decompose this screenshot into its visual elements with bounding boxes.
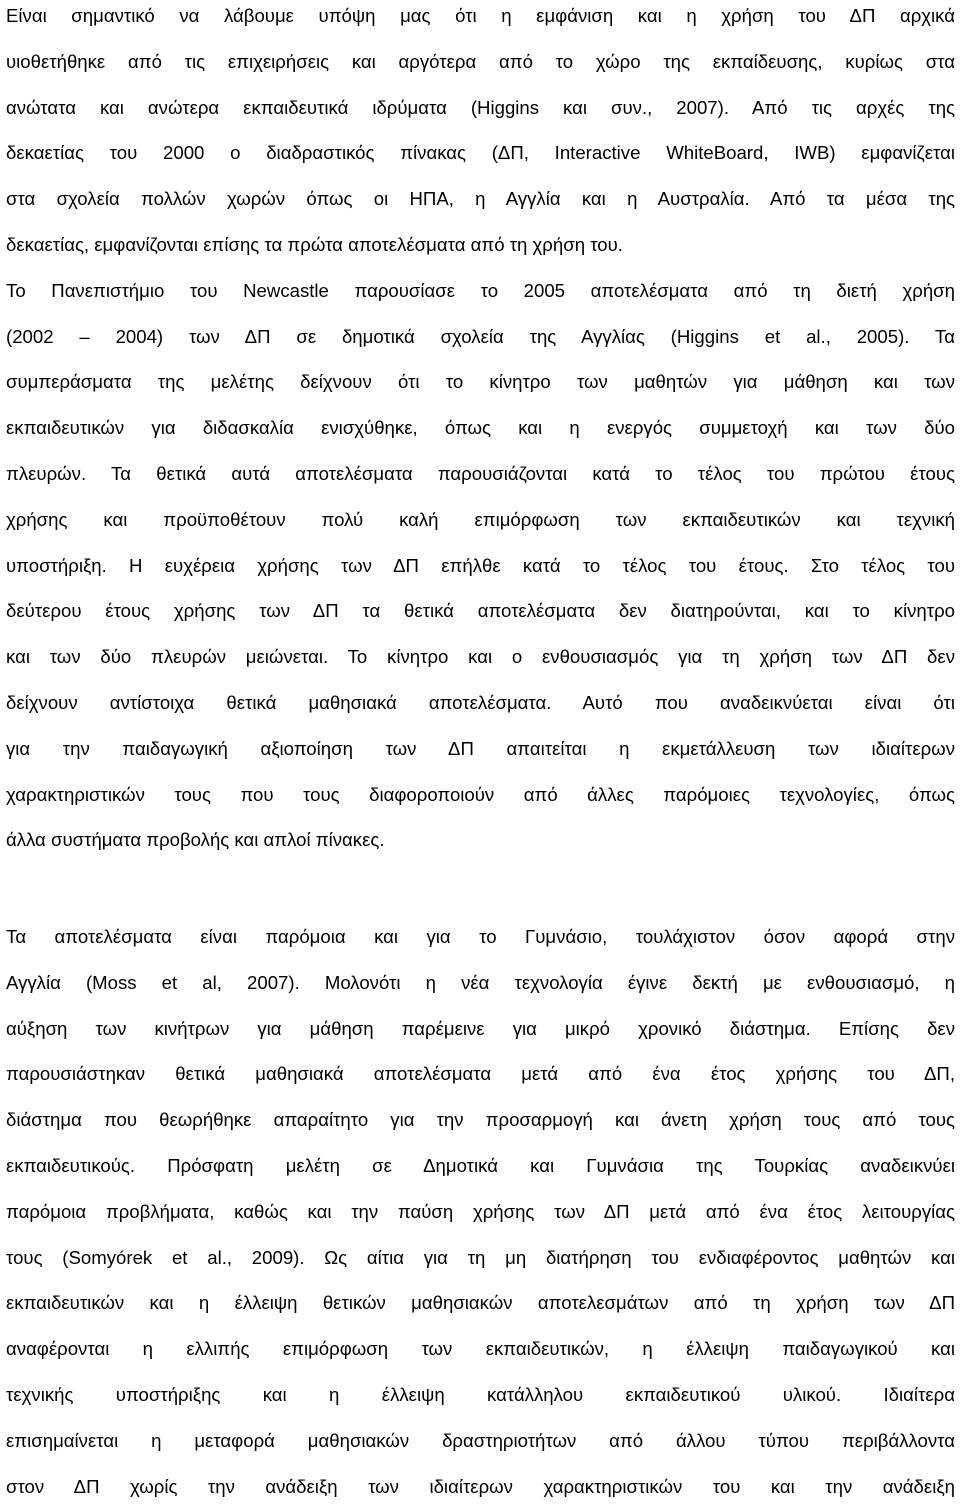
text-line: χαρακτηριστικών τους που τους διαφοροποιούν από άλλες παρόμοιες τεχνολογίες, όπως: [6, 783, 955, 805]
text-line: παρόμοια προβλήματα, καθώς και την παύση χρήσης των ΔΠ μετά από ένα έτος λειτουργίας: [6, 1200, 955, 1222]
text-line: εκπαιδευτικών και η έλλειψη θετικών μαθησιακών αποτελεσμάτων από τη χρήση των ΔΠ: [6, 1292, 955, 1314]
text-line: τεχνικής υποστήριξης και η έλλειψη κατάλληλου εκπαιδευτικού υλικού. Ιδιαίτερα: [6, 1384, 955, 1405]
text-line: δεκαετίας του 2000 ο διαδραστικός πίνακας (ΔΠ, Interactive WhiteBoard, IWB) εμφανίζεται: [6, 142, 955, 164]
text-line: δεκαετίας, εμφανίζονται επίσης τα πρώτα αποτελέσματα από τη χρήση του.: [6, 234, 623, 255]
text-line: και των δύο πλευρών μειώνεται. Το κίνητρο και ο ενθουσιασμός για τη χρήση των ΔΠ δεν: [6, 646, 955, 668]
text-line: για την παιδαγωγική αξιοποίηση των ΔΠ απαιτείται η εκμετάλλευση των ιδιαίτερων: [6, 737, 955, 759]
text-line: τους (Somyórek et al., 2009). Ως αίτια για τη μη διατήρηση του ενδιαφέροντος μαθητών και: [6, 1246, 955, 1268]
text-line: δεύτερου έτους χρήσης των ΔΠ τα θετικά αποτελέσματα δεν διατηρούνται, και το κίνητρο: [6, 600, 955, 622]
text-line: εκπαιδευτικούς. Πρόσφατη μελέτη σε Δημοτικά και Γυμνάσια της Τουρκίας αναδεικνύει: [6, 1155, 955, 1176]
text-line: υποστήριξη. Η ευχέρεια χρήσης των ΔΠ επήλθε κατά το τέλος του έτους. Στο τέλος του: [6, 554, 955, 576]
text-line: Είναι σημαντικό να λάβουμε υπόψη μας ότι η εμφάνιση και η χρήση του ΔΠ αρχικά: [6, 5, 955, 26]
text-line: υιοθετήθηκε από τις επιχειρήσεις και αργότερα από το χώρο της εκπαίδευσης, κυρίως στα: [6, 50, 955, 72]
text-line: στα σχολεία πολλών χωρών όπως οι ΗΠΑ, η Αγγλία και η Αυστραλία. Από τα μέσα της: [6, 188, 955, 210]
text-line: Το Πανεπιστήμιο του Newcastle παρουσίασε το 2005 αποτελέσματα από τη διετή χρήση: [6, 279, 955, 301]
text-line: διάστημα που θεωρήθηκε απαραίτητο για την προσαρμογή και άνετη χρήση τους από τους: [6, 1109, 955, 1131]
text-line: δείχνουν αντίστοιχα θετικά μαθησιακά αποτελέσματα. Αυτό που αναδεικνύεται είναι ότι: [6, 692, 955, 713]
text-line: πλευρών. Τα θετικά αυτά αποτελέσματα παρουσιάζονται κατά το τέλος του πρώτου έτους: [6, 463, 955, 484]
text-line: στον ΔΠ χωρίς την ανάδειξη των ιδιαίτερων χαρακτηριστικών του και την ανάδειξη: [6, 1475, 955, 1497]
text-line: ανώτατα και ανώτερα εκπαιδευτικά ιδρύματα (Higgins και συν., 2007). Από τις αρχές της: [6, 96, 955, 118]
text-line: (2002 – 2004) των ΔΠ σε δημοτικά σχολεία της Αγγλίας (Higgins et al., 2005). Τα: [6, 325, 955, 347]
text-line: Αγγλία (Moss et al, 2007). Μολονότι η νέα τεχνολογία έγινε δεκτή με ενθουσιασμό, η: [6, 971, 955, 993]
text-line: αύξηση των κινήτρων για μάθηση παρέμεινε για μικρό χρονικό διάστημα. Επίσης δεν: [6, 1017, 955, 1039]
text-line: παρουσιάστηκαν θετικά μαθησιακά αποτελέσματα μετά από ένα έτος χρήσης του ΔΠ,: [6, 1063, 955, 1085]
text-line: εκπαιδευτικών για διδασκαλία ενισχύθηκε, όπως και η ενεργός συμμετοχή και των δύο: [6, 417, 955, 439]
text-line: αναφέρονται η ελλιπής επιμόρφωση των εκπαιδευτικών, η έλλειψη παιδαγωγικού και: [6, 1338, 955, 1360]
text-line: επισημαίνεται η μεταφορά μαθησιακών δραστηριοτήτων από άλλου τύπου περιβάλλοντα: [6, 1429, 955, 1451]
text-line: άλλα συστήματα προβολής και απλοί πίνακες.: [6, 829, 385, 851]
text-line: συμπεράσματα της μελέτης δείχνουν ότι το κίνητρο των μαθητών για μάθηση και των: [6, 371, 955, 393]
text-line: χρήσης και προϋποθέτουν πολύ καλή επιμόρφωση των εκπαιδευτικών και τεχνική: [6, 508, 955, 530]
text-line: Τα αποτελέσματα είναι παρόμοια και για το Γυμνάσιο, τουλάχιστον όσον αφορά στην: [6, 926, 955, 947]
